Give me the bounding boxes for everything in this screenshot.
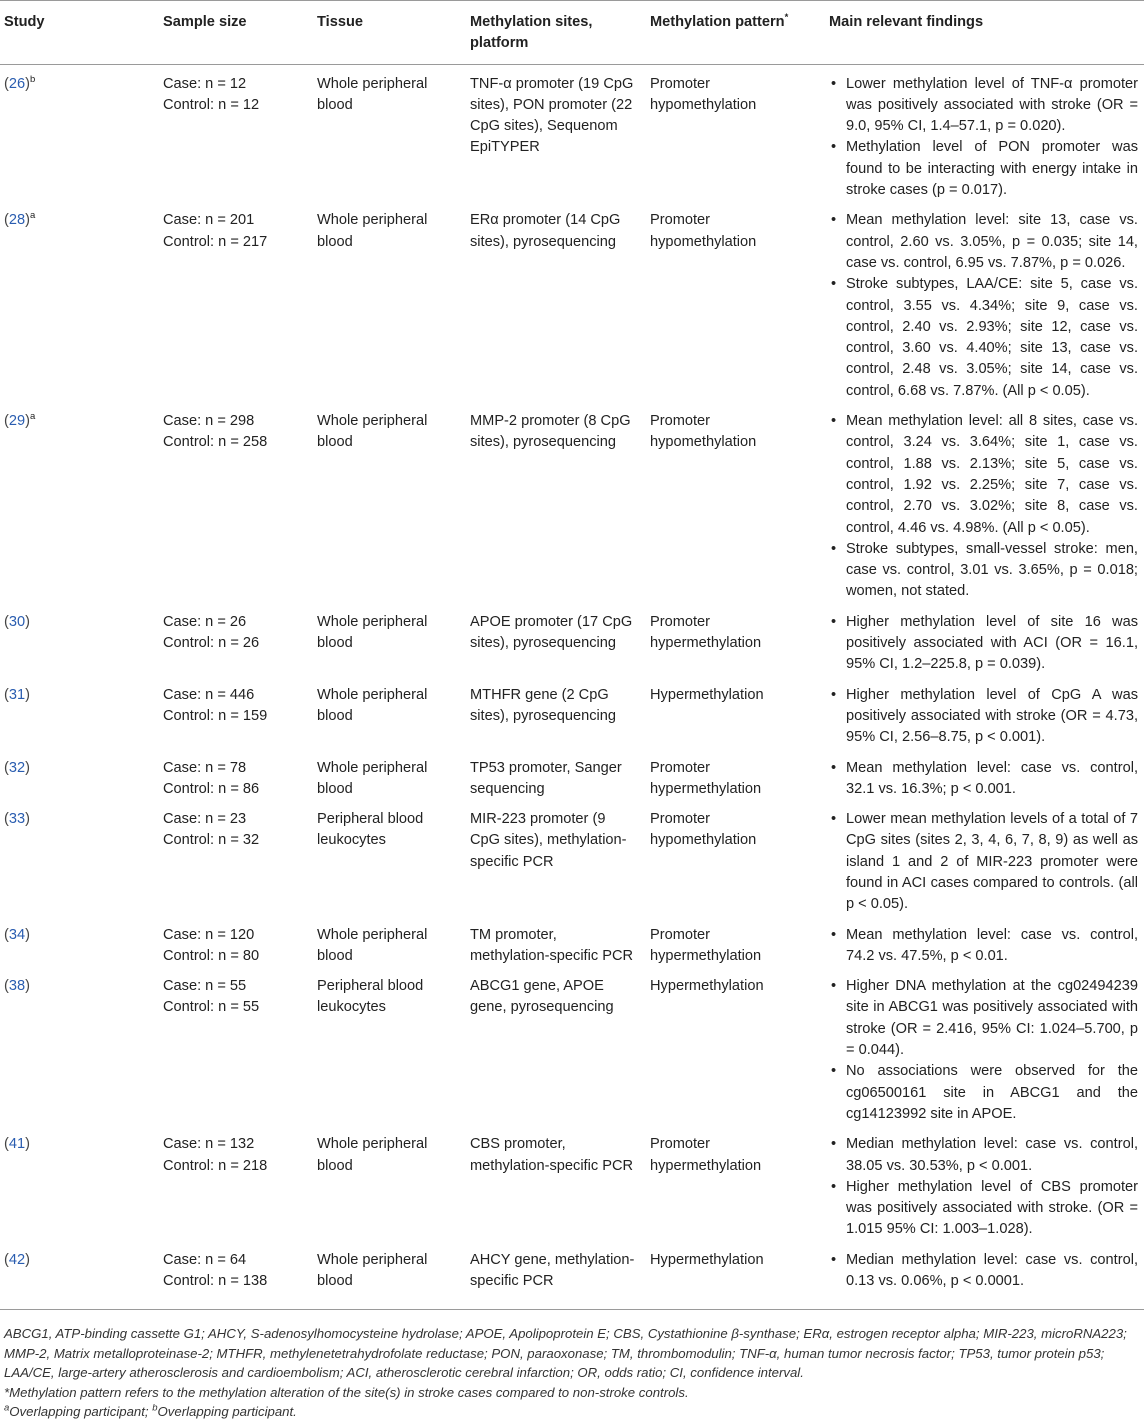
findings-cell — [823, 976, 1144, 1134]
methylation-sites-cell: AHCY gene, methylation-specific PCR — [470, 1251, 635, 1290]
finding-item: • Mean methylation level: case vs. control, 74.2 vs. 47.5%, p < 0.01. — [829, 925, 1138, 968]
study-cell: (30) — [4, 613, 30, 630]
header-methylation-pattern — [644, 1, 823, 65]
methylation-sites-cell: TP53 promoter, Sanger sequencing — [470, 759, 622, 797]
study-reference-link[interactable]: 28 — [8, 212, 26, 229]
case-count: Case: n = 120 — [163, 926, 255, 943]
methylation-sites-cell: MIR-223 promoter (9 CpG sites), methylation-specific PCR — [470, 811, 627, 870]
tissue-cell: Peripheral blood leukocytes — [317, 811, 424, 849]
findings-cell — [823, 1250, 1144, 1302]
finding-item: • Methylation level of PON promoter was found to be interacting with energy intake in stroke cases (p = 0.017). — [829, 137, 1138, 201]
footnote-overlap-b: Overlapping participant. — [157, 1403, 297, 1419]
header-sample-size: Sample size — [157, 1, 311, 65]
sample-size-cell — [157, 411, 311, 612]
control-count: Control: n = 86 — [163, 780, 260, 797]
study-cell: (33) — [4, 811, 30, 828]
table-header — [0, 1, 1144, 65]
study-cell: $(26)^b$ — [4, 73, 36, 92]
table-row — [0, 612, 1144, 685]
finding-item: • Higher methylation level of CBS promoter was positively associated with stroke. (OR = 1.015 95% CI: 1.003–1.028). — [829, 1177, 1138, 1241]
case-count: Case: n = 55 — [163, 978, 247, 995]
findings-cell — [823, 64, 1144, 210]
study-cell: (32) — [4, 759, 30, 776]
header-pattern-label: Methylation pattern — [650, 14, 785, 30]
control-count: Control: n = 55 — [163, 999, 260, 1016]
sample-size-cell — [157, 685, 311, 758]
methylation-pattern-cell: Promoter hypermethylation — [650, 1136, 762, 1174]
study-reference-link[interactable]: 26 — [8, 75, 26, 92]
finding-item: • Lower mean methylation levels of a total of 7 CpG sites (sites 2, 3, 4, 6, 7, 8, 9) as well as island 1 and 2 of MIR-223 promoter were found in ACI cases compared to controls. (all p < 0.05). — [829, 809, 1138, 915]
table-row — [0, 1250, 1144, 1302]
methylation-pattern-cell: Promoter hypomethylation — [650, 413, 757, 451]
table-row — [0, 976, 1144, 1134]
table-row — [0, 685, 1144, 758]
header-tissue: Tissue — [311, 1, 464, 65]
tissue-cell: Whole peripheral blood — [317, 75, 428, 113]
control-count: Control: n = 32 — [163, 832, 260, 849]
tissue-cell: Whole peripheral blood — [317, 759, 428, 797]
finding-item: • Mean methylation level: site 13, case vs. control, 2.60 vs. 3.05%, p = 0.035; site 14, case vs. control, 6.95 vs. 7.87%, p = 0.026. — [829, 210, 1138, 274]
sample-size-cell — [157, 976, 311, 1134]
tissue-cell: Peripheral blood leukocytes — [317, 978, 424, 1016]
case-count: Case: n = 12 — [163, 75, 247, 92]
methylation-sites-cell: TNF-α promoter (19 CpG sites), PON promoter (22 CpG sites), Sequenom EpiTYPER — [470, 75, 634, 156]
methylation-sites-cell: CBS promoter, methylation-specific PCR — [470, 1136, 634, 1174]
findings-cell — [823, 809, 1144, 924]
study-reference-link[interactable]: 33 — [8, 811, 26, 828]
control-count: Control: n = 12 — [163, 96, 260, 113]
study-overlap-mark: a — [29, 411, 36, 423]
sample-size-cell — [157, 1134, 311, 1249]
findings-list — [829, 976, 1138, 1125]
study-reference-link[interactable]: 34 — [8, 926, 26, 943]
case-count: Case: n = 23 — [163, 811, 247, 828]
sample-size-cell — [157, 758, 311, 810]
methylation-sites-cell: APOE promoter (17 CpG sites), pyrosequencing — [470, 613, 633, 652]
control-count: Control: n = 217 — [163, 233, 268, 250]
study-cell: (42) — [4, 1251, 30, 1268]
finding-item: • Mean methylation level: case vs. control, 32.1 vs. 16.3%; p < 0.001. — [829, 758, 1138, 801]
study-cell: (31) — [4, 686, 30, 703]
methylation-pattern-cell: Promoter hypomethylation — [650, 75, 757, 113]
footnote-overlap-a: Overlapping participant; — [9, 1403, 153, 1419]
study-reference-link[interactable]: 42 — [8, 1251, 26, 1268]
finding-item: • Stroke subtypes, small-vessel stroke: men, case vs. control, 3.01 vs. 3.65%, p = 0.018; women, not stated. — [829, 539, 1138, 603]
findings-list — [829, 1134, 1138, 1240]
findings-list — [829, 612, 1138, 676]
control-count: Control: n = 159 — [163, 707, 268, 724]
finding-item: • No associations were observed for the cg06500161 site in ABCG1 and the cg14123992 site in APOE. — [829, 1061, 1138, 1125]
methylation-pattern-cell: Hypermethylation — [650, 686, 764, 703]
findings-cell — [823, 925, 1144, 977]
methylation-sites-cell: ERα promoter (14 CpG sites), pyrosequencing — [470, 212, 621, 250]
footnote-mark-b: b — [152, 1402, 158, 1414]
control-count: Control: n = 138 — [163, 1273, 268, 1290]
findings-list — [829, 74, 1138, 202]
methylation-pattern-cell: Promoter hypermethylation — [650, 613, 762, 652]
finding-item: • Median methylation level: case vs. control, 38.05 vs. 30.53%, p < 0.001. — [829, 1134, 1138, 1177]
tissue-cell: Whole peripheral blood — [317, 413, 428, 451]
case-count: Case: n = 446 — [163, 686, 255, 703]
findings-list — [829, 1250, 1138, 1293]
findings-list — [829, 685, 1138, 749]
study-cell: $(28)^a$ — [4, 210, 36, 229]
table-row — [0, 809, 1144, 924]
header-methylation-sites: Methylation sites, platform — [464, 1, 644, 65]
study-overlap-mark: b — [29, 73, 36, 85]
findings-list — [829, 925, 1138, 968]
methylation-sites-cell: TM promoter, methylation-specific PCR — [470, 926, 634, 964]
tissue-cell: Whole peripheral blood — [317, 212, 428, 250]
finding-item: • Median methylation level: case vs. control, 0.13 vs. 0.06%, p < 0.0001. — [829, 1250, 1138, 1293]
methylation-sites-cell: MMP-2 promoter (8 CpG sites), pyrosequencing — [470, 413, 631, 451]
findings-list — [829, 809, 1138, 915]
header-main-findings: Main relevant findings — [823, 1, 1144, 65]
study-overlap-mark: a — [29, 210, 36, 222]
methylation-sites-cell: ABCG1 gene, APOE gene, pyrosequencing — [470, 978, 614, 1016]
table-row — [0, 64, 1144, 210]
tissue-cell: Whole peripheral blood — [317, 1251, 428, 1290]
study-reference-link[interactable]: 32 — [8, 759, 26, 776]
case-count: Case: n = 201 — [163, 212, 255, 229]
methylation-pattern-cell: Promoter hypermethylation — [650, 759, 762, 797]
table-footnotes — [0, 1309, 1144, 1421]
control-count: Control: n = 218 — [163, 1157, 268, 1174]
methylation-pattern-cell: Promoter hypomethylation — [650, 811, 757, 849]
sample-size-cell — [157, 612, 311, 685]
methylation-pattern-cell: Hypermethylation — [650, 978, 764, 995]
methylation-pattern-cell: Promoter hypomethylation — [650, 212, 757, 250]
footnote-overlap — [4, 1402, 1140, 1421]
study-cell: $(29)^a$ — [4, 411, 36, 430]
case-count: Case: n = 64 — [163, 1251, 247, 1268]
control-count: Control: n = 26 — [163, 635, 260, 652]
finding-item: • Mean methylation level: all 8 sites, case vs. control, 3.24 vs. 3.64%; site 1, case vs. control, 1.88 vs. 2.13%; site 5, case vs. control, 1.92 vs. 2.25%; site 7, case vs. control, 2.70 vs. 3.02%; site 8, case vs. control, 4.46 vs. 4.98%. (All p < 0.05). — [829, 411, 1138, 539]
table-row — [0, 1134, 1144, 1249]
tissue-cell: Whole peripheral blood — [317, 613, 428, 652]
sample-size-cell — [157, 64, 311, 210]
footnote-abbreviations: ABCG1, ATP-binding cassette G1; AHCY, S-adenosylhomocysteine hydrolase; APOE, Apolipoprotein E; CBS, Cystathionine β-synthase; ERα, estrogen receptor alpha; MIR-223, microRNA223; MMP-2, Matrix metalloproteinase-2; MTHFR, methylenetetrahydrofolate reductase; PON, paraoxonase; TM, thrombomodulin; TNF-α, human tumor necrosis factor; TP53, tumor protein p53; LAA/CE, large-artery atherosclerosis and cardioembolism; ACI, atherosclerotic cerebral infarction; OR, odds ratio; CI, confidence interval. — [4, 1326, 1127, 1381]
finding-item: • Higher DNA methylation at the cg02494239 site in ABCG1 was positively associated with stroke (OR = 2.416, 95% CI: 1.024–5.700, p = 0.044). — [829, 976, 1138, 1061]
methylation-pattern-cell: Hypermethylation — [650, 1251, 764, 1268]
case-count: Case: n = 132 — [163, 1136, 255, 1153]
findings-cell — [823, 758, 1144, 810]
methylation-pattern-cell: Promoter hypermethylation — [650, 926, 762, 964]
finding-item: • Higher methylation level of CpG A was positively associated with stroke (OR = 4.73, 95% CI, 2.56–8.75, p < 0.001). — [829, 685, 1138, 749]
sample-size-cell — [157, 925, 311, 977]
finding-item: • Lower methylation level of TNF-α promoter was positively associated with stroke (OR = 9.0, 95% CI, 1.4–57.1, p = 0.020). — [829, 74, 1138, 138]
findings-cell — [823, 1134, 1144, 1249]
findings-cell — [823, 411, 1144, 612]
footnote-mark-a: a — [4, 1402, 10, 1414]
table-row — [0, 758, 1144, 810]
table-body — [0, 64, 1144, 1301]
case-count: Case: n = 78 — [163, 759, 247, 776]
findings-list — [829, 758, 1138, 801]
finding-item: • Stroke subtypes, LAA/CE: site 5, case vs. control, 3.55 vs. 4.34%; site 9, case vs. control, 2.40 vs. 2.93%; site 12, case vs. control, 3.60 vs. 4.40%; site 13, case vs. control, 2.48 vs. 3.05%; site 14, case vs. control, 6.68 vs. 7.87%. (All p < 0.05). — [829, 274, 1138, 402]
findings-cell — [823, 685, 1144, 758]
sample-size-cell — [157, 210, 311, 411]
study-cell: (34) — [4, 926, 30, 943]
findings-cell — [823, 612, 1144, 685]
study-reference-link[interactable]: 30 — [8, 613, 26, 630]
case-count: Case: n = 26 — [163, 613, 247, 630]
study-reference-link[interactable]: 29 — [8, 413, 26, 430]
methylation-sites-cell: MTHFR gene (2 CpG sites), pyrosequencing — [470, 686, 617, 724]
table-row — [0, 210, 1144, 411]
study-cell: (38) — [4, 978, 30, 995]
study-reference-link[interactable]: 38 — [8, 978, 26, 995]
footnote-pattern: *Methylation pattern refers to the methylation alteration of the site(s) in stroke cases compared to non-stroke controls. — [4, 1384, 689, 1400]
study-cell: (41) — [4, 1136, 30, 1153]
study-reference-link[interactable]: 31 — [8, 686, 26, 703]
findings-cell — [823, 210, 1144, 411]
finding-item: • Higher methylation level of site 16 was positively associated with ACI (OR = 16.1, 95% CI, 1.2–225.8, p = 0.039). — [829, 612, 1138, 676]
control-count: Control: n = 258 — [163, 434, 268, 451]
table-row — [0, 925, 1144, 977]
tissue-cell: Whole peripheral blood — [317, 1136, 428, 1174]
control-count: Control: n = 80 — [163, 947, 260, 964]
tissue-cell: Whole peripheral blood — [317, 926, 428, 964]
findings-list — [829, 210, 1138, 402]
findings-list — [829, 411, 1138, 603]
tissue-cell: Whole peripheral blood — [317, 686, 428, 724]
sample-size-cell — [157, 809, 311, 924]
table-row — [0, 411, 1144, 612]
header-pattern-mark: * — [784, 12, 789, 24]
header-study: Study — [0, 1, 157, 65]
case-count: Case: n = 298 — [163, 413, 255, 430]
sample-size-cell — [157, 1250, 311, 1302]
study-reference-link[interactable]: 41 — [8, 1136, 26, 1153]
